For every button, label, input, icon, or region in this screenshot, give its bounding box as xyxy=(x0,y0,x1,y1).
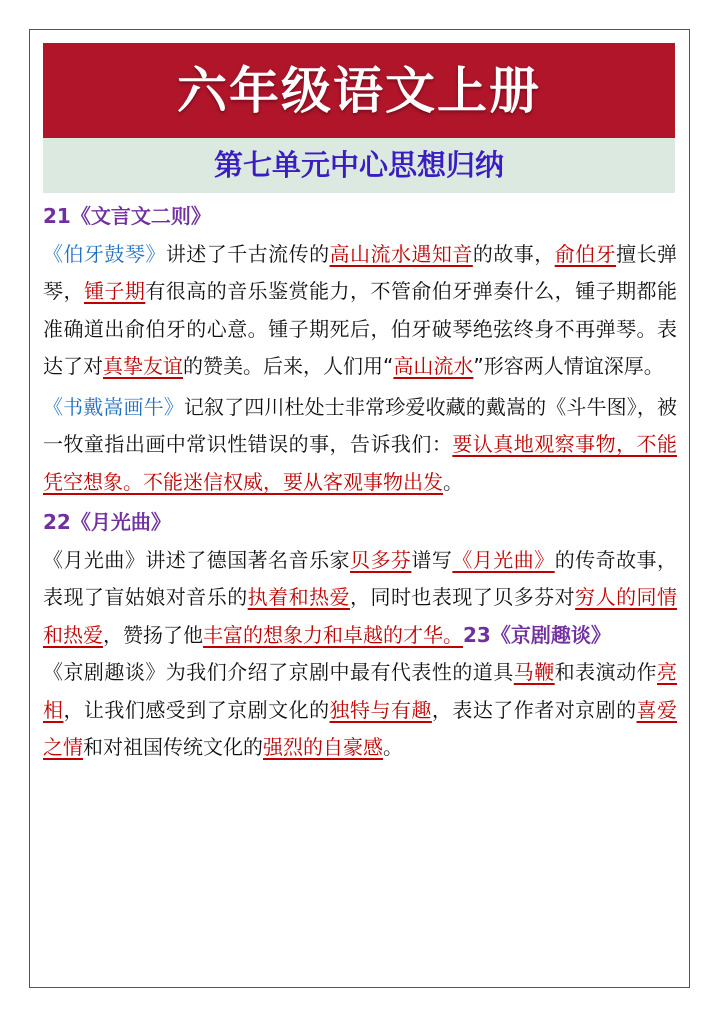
paragraph-boya-guqin xyxy=(43,236,677,386)
paragraph-shu-daisong xyxy=(43,389,677,502)
body-text: 和对祖国传统文化的 xyxy=(83,735,263,759)
highlight-text: 俞伯牙 xyxy=(554,241,617,266)
content-body xyxy=(43,198,677,767)
highlight-text: 贝多芬 xyxy=(350,547,412,572)
highlight-text: 丰富的想象力和卓越的才华。 xyxy=(203,622,463,647)
highlight-text: 喜爱之情 xyxy=(43,697,678,759)
body-text: ，赞扬了他 xyxy=(103,622,203,647)
highlight-text: 马鞭 xyxy=(513,660,555,684)
highlight-text: 穷人的同情和热爱 xyxy=(43,585,678,647)
section-21-heading: 21《文言文二则》 xyxy=(43,204,211,228)
body-text: ”形容两人情谊深厚。 xyxy=(473,354,664,378)
body-text: 和表演动作 xyxy=(554,660,658,684)
body-text: 谱写 xyxy=(411,547,453,572)
paragraph-yueguangqu xyxy=(43,542,677,655)
body-text: 。 xyxy=(443,469,463,494)
section-23-heading: 23《京剧趣谈》 xyxy=(463,622,611,647)
highlight-text: 要认真地观察事物，不能凭空想象。不能迷信权威，要从客观事物出发 xyxy=(43,432,678,494)
highlight-text: 强烈的自豪感 xyxy=(263,735,383,759)
body-text: ，同时也表现了贝多芬对 xyxy=(350,585,576,609)
body-text: 的故事， xyxy=(472,241,555,266)
highlight-text: 锺子期 xyxy=(83,279,146,303)
body-text: 。 xyxy=(383,735,403,759)
paragraph-jingju-qutan xyxy=(43,654,677,767)
page-title: 六年级语文上册 xyxy=(43,43,675,138)
highlight-text: 《月光曲》 xyxy=(452,547,555,572)
section-22-heading: 22《月光曲》 xyxy=(43,510,171,534)
body-text: 《月光曲》讲述了德国著名音乐家 xyxy=(43,547,350,572)
highlight-text: 高山流水遇知音 xyxy=(329,241,473,266)
body-text: 讲述了千古流传的 xyxy=(165,241,330,266)
highlight-text: 真挚友谊 xyxy=(103,354,183,378)
highlight-text: 独特与有趣 xyxy=(329,697,432,722)
body-text: 《京剧趣谈》为我们介绍了京剧中最有代表性的道具 xyxy=(43,660,514,684)
highlight-text: 亮相 xyxy=(43,660,678,722)
body-text: 的赞美。后来，人们用“ xyxy=(183,354,394,378)
book-title: 《书戴嵩画牛》 xyxy=(43,394,184,419)
body-text: 记叙了四川杜处士非常珍爱收藏的戴嵩的《斗牛图》，被一牧童指出画中常识性错误的事，告诉我们： xyxy=(43,394,678,456)
body-text: ，让我们感受到了京剧文化的 xyxy=(63,697,330,722)
highlight-text: 高山流水 xyxy=(393,354,474,378)
body-text: 有很高的音乐鉴赏能力，不管俞伯牙弹奏什么，锺子期都能准确道出俞伯牙的心意。锺子期死后，伯牙破琴绝弦终身不再弹琴。表达了对 xyxy=(43,279,678,378)
body-text: ，表达了作者对京剧的 xyxy=(431,697,637,722)
page-subtitle: 第七单元中心思想归纳 xyxy=(43,138,675,193)
highlight-text: 执着和热爱 xyxy=(247,585,351,609)
body-text: 的传奇故事，表现了盲姑娘对音乐的 xyxy=(43,547,678,609)
body-text: 擅长弹琴， xyxy=(43,241,678,303)
book-title: 《伯牙鼓琴》 xyxy=(43,241,166,266)
